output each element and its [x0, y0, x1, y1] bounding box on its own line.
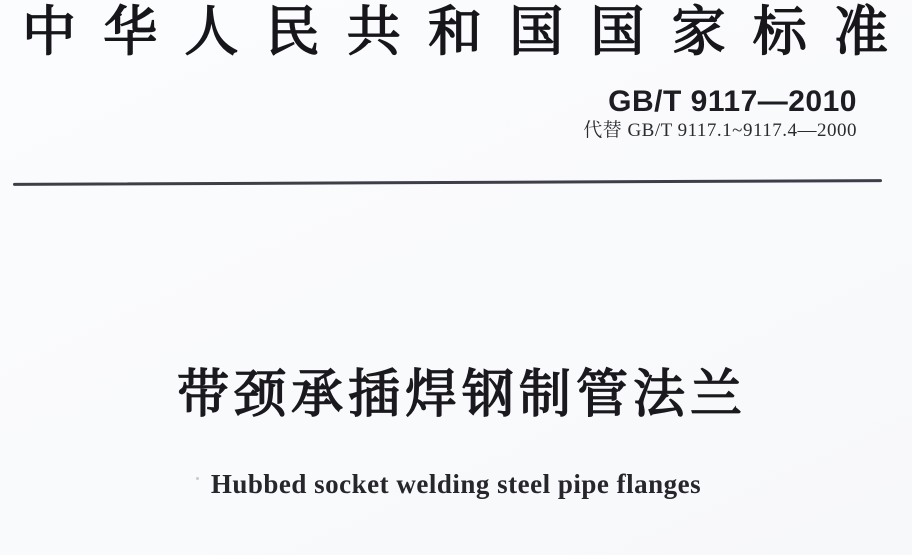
national-standard-banner: 中华人民共和国国家标准 — [22, 2, 890, 62]
replaces-note: 代替 GB/T 9117.1~9117.4—2000 — [583, 120, 857, 141]
document-title-chinese: 带颈承插焊钢制管法兰 — [176, 366, 747, 424]
document-title-english: Hubbed socket welding steel pipe flanges — [210, 469, 702, 499]
standard-code: GB/T 9117—2010 — [608, 85, 857, 118]
scan-artifact-dot — [196, 477, 199, 480]
header-divider — [13, 179, 882, 186]
standard-code-block — [583, 86, 857, 142]
